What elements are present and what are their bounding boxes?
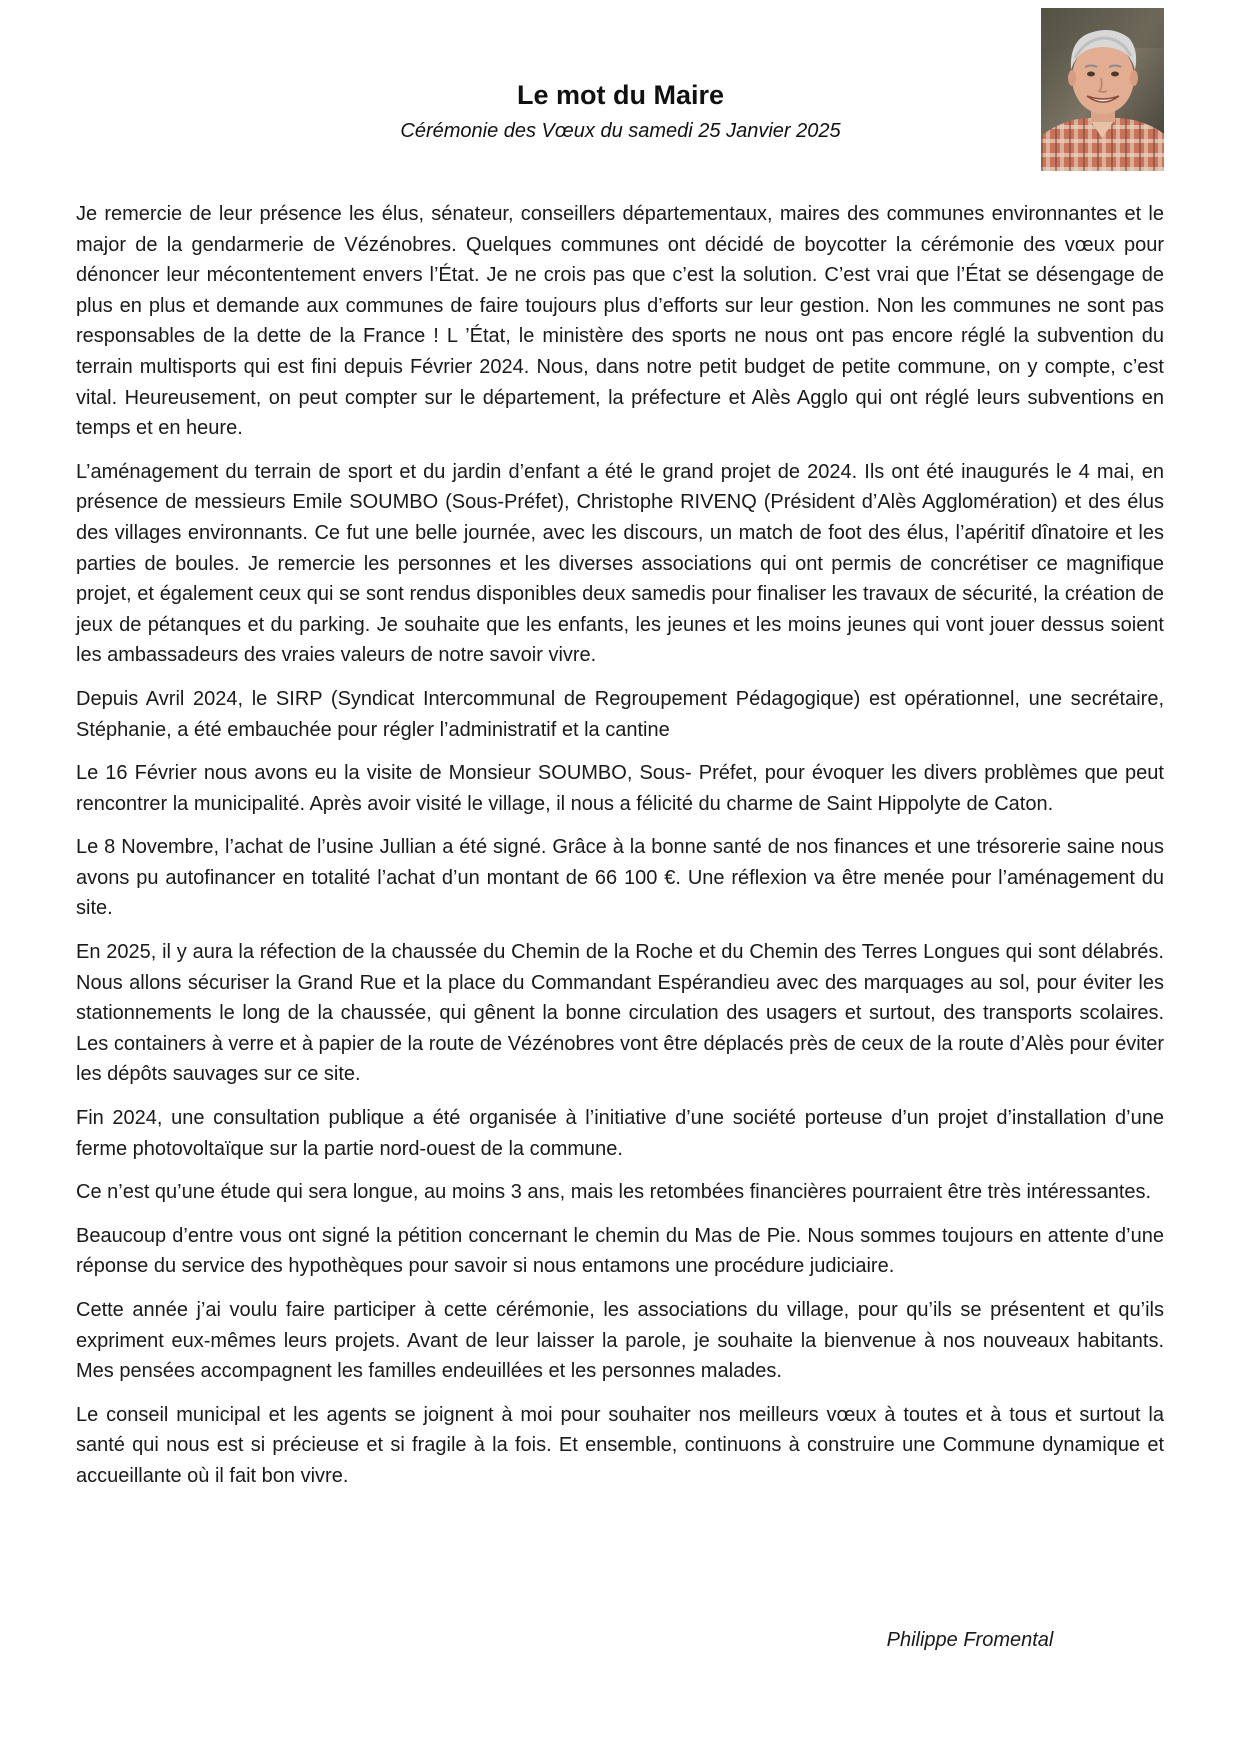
letter-body bbox=[76, 199, 1164, 1505]
signature: Philippe Fromental bbox=[886, 1629, 1054, 1651]
page-subtitle: Cérémonie des Vœux du samedi 25 Janvier 2025 bbox=[400, 120, 841, 142]
page-title: Le mot du Maire bbox=[516, 80, 725, 110]
document-header bbox=[0, 78, 1241, 144]
paragraph: Depuis Avril 2024, le SIRP (Syndicat Intercommunal de Regroupement Pédagogique) est opérationnel, une secrétaire, Stéphanie, a été embauchée pour régler l’administratif et la cantine bbox=[76, 687, 1164, 741]
paragraph: L’aménagement du terrain de sport et du jardin d’enfant a été le grand projet de 2024. Ils ont été inaugurés le 4 mai, en présence de messieurs Emile SOUMBO (Sous-Préfet), Christophe RIVENQ (Président d’Alès Agglomération) et des élus des villages environnants. Ce fut une belle journée, avec les discours, un match de foot des élus, l’apéritif dînatoire et les parties de boules. Je remercie les personnes et les diverses associations qui ont permis de concrétiser ce magnifique projet, et également ceux qui se sont rendus disponibles deux samedis pour finaliser les travaux de sécurité, la création de jeux de pétanques et du parking. Je souhaite que les enfants, les jeunes et les moins jeunes qui vont jouer dessus soient les ambassadeurs des vraies valeurs de notre savoir vivre. bbox=[76, 460, 1164, 667]
paragraph: En 2025, il y aura la réfection de la chaussée du Chemin de la Roche et du Chemin des Terres Longues qui sont délabrés. Nous allons sécuriser la Grand Rue et la place du Commandant Espérandieu avec des marquages au sol, pour éviter les stationnements le long de la chaussée, qui gênent la bonne circulation des usagers et surtout, des transports scolaires. Les containers à verre et à papier de la route de Vézénobres vont être déplacés près de ceux de la route d’Alès pour éviter les dépôts sauvages sur ce site. bbox=[76, 941, 1164, 1086]
paragraph: Le 8 Novembre, l’achat de l’usine Jullian a été signé. Grâce à la bonne santé de nos finances et une trésorerie saine nous avons pu autofinancer en totalité l’achat d’un montant de 66 100 €. Une réflexion va être menée pour l’aménagement du site. bbox=[76, 836, 1164, 920]
paragraph: Ce n’est qu’une étude qui sera longue, au moins 3 ans, mais les retombées financières pourraient être très intéressantes. bbox=[76, 1181, 1152, 1204]
paragraph: Beaucoup d’entre vous ont signé la pétition concernant le chemin du Mas de Pie. Nous sommes toujours en attente d’une réponse du service des hypothèques pour savoir si nous entamons une procédure judiciaire. bbox=[76, 1224, 1164, 1278]
paragraph: Je remercie de leur présence les élus, sénateur, conseillers départementaux, maires des communes environnantes et le major de la gendarmerie de Vézénobres. Quelques communes ont décidé de boycotter la cérémonie des vœux pour dénoncer leur mécontentement envers l’État. Je ne crois pas que c’est la solution. C’est vrai que l’État se désengage de plus en plus et demande aux communes de faire toujours plus d’efforts sur leur gestion. Non les communes ne sont pas responsables de la dette de la France ! L ’État, le ministère des sports ne nous ont pas encore réglé la subvention du terrain multisports qui est fini depuis Février 2024. Nous, dans notre petit budget de petite commune, on y compte, c’est vital. Heureusement, on peut compter sur le département, la préfecture et Alès Agglo qui ont réglé leurs subventions en temps et en heure. bbox=[76, 203, 1164, 440]
paragraph: Cette année j’ai voulu faire participer à cette cérémonie, les associations du village, pour qu’ils se présentent et qu’ils expriment eux-mêmes leurs projets. Avant de leur laisser la parole, je souhaite la bienvenue à nos nouveaux habitants. Mes pensées accompagnent les familles endeuillées et les personnes malades. bbox=[76, 1299, 1164, 1383]
paragraph: Le 16 Février nous avons eu la visite de Monsieur SOUMBO, Sous- Préfet, pour évoquer les divers problèmes que peut rencontrer la municipalité. Après avoir visité le village, il nous a félicité du charme de Saint Hippolyte de Caton. bbox=[76, 762, 1164, 815]
paragraph: Le conseil municipal et les agents se joignent à moi pour souhaiter nos meilleurs vœux à toutes et à tous et surtout la santé qui nous est si précieuse et si fragile à la fois. Et ensemble, continuons à construire une Commune dynamique et accueillante où il fait bon vivre. bbox=[76, 1403, 1164, 1487]
paragraph: Fin 2024, une consultation publique a été organisée à l’initiative d’une société porteuse d’un projet d’installation d’une ferme photovoltaïque sur la partie nord-ouest de la commune. bbox=[76, 1107, 1164, 1160]
